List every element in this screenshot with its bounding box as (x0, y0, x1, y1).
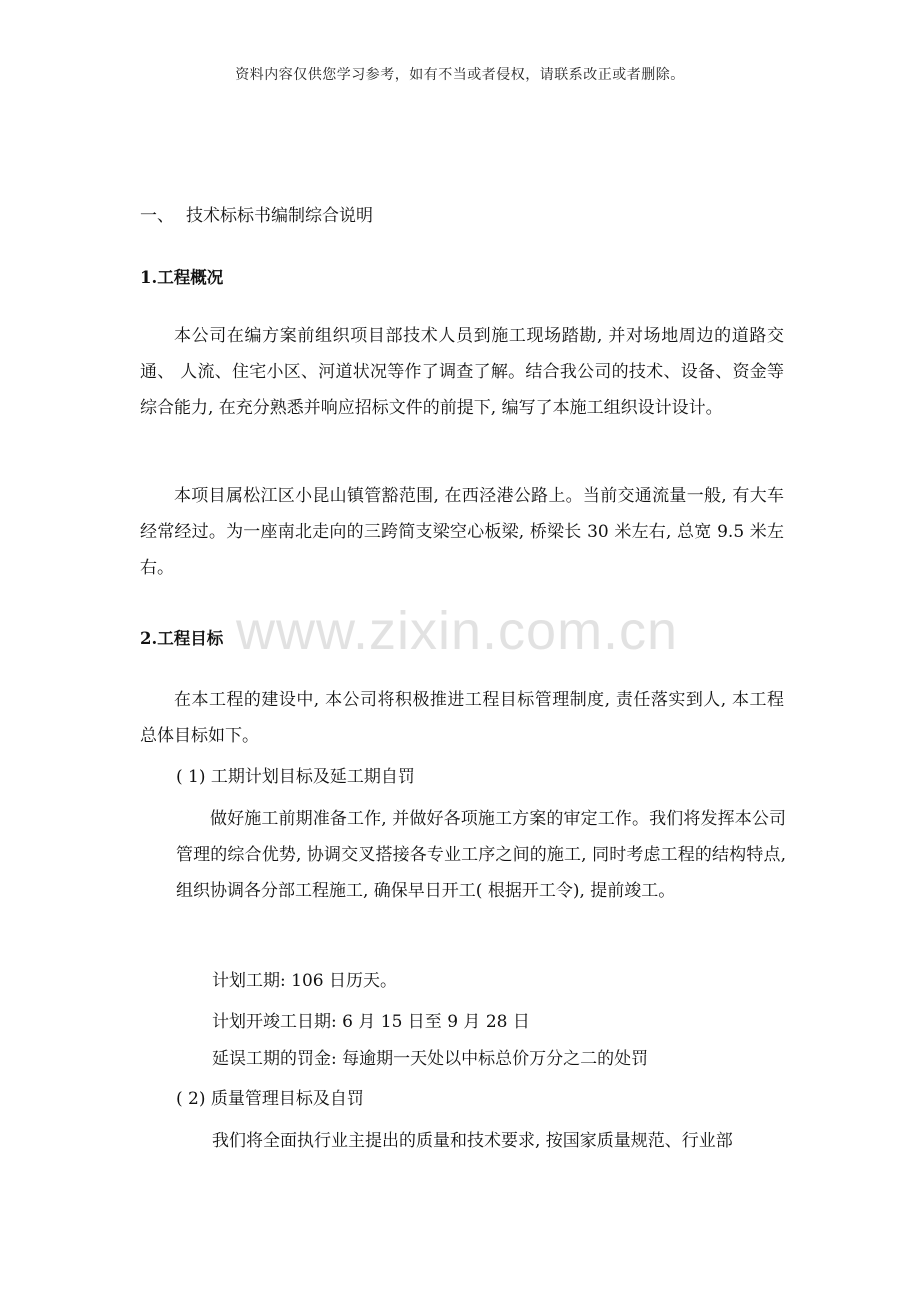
section-number: 一、 (140, 206, 174, 226)
item-1-title: ( 1) 工期计划目标及延工期自罚 (176, 767, 415, 787)
watermark-text: www.zixin.com.cn (236, 601, 679, 661)
paragraph-goals-intro: 在本工程的建设中, 本公司将积极推进工程目标管理制度, 责任落实到人, 本工程总体目标如下。 (140, 690, 784, 746)
item-1-body: 做好施工前期准备工作, 并做好各项施工方案的审定工作。我们将发挥本公司管理的综合优势, 协调交叉搭接各专业工序之间的施工, 同时考虑工程的结构特点, 组织协调各分部工程施工, 确保早日开工( 根据开工令), 提前竣工。 (176, 809, 786, 901)
section-title (140, 204, 373, 229)
plan-duration: 计划工期: 106 日历天。 (212, 971, 397, 991)
heading-project-goals: 2.工程目标 (140, 629, 224, 648)
paragraph-overview-1: 本公司在编方案前组织项目部技术人员到施工现场踏勘, 并对场地周边的道路交通、 人流、住宅小区、河道状况等作了调查了解。结合我公司的技术、设备、资金等综合能力, 在充分熟悉并响应招标文件的前提下, 编写了本施工组织设计设计。 (140, 326, 784, 418)
section-title-text: 技术标标书编制综合说明 (186, 206, 373, 226)
delay-penalty: 延误工期的罚金: 每逾期一天处以中标总价万分之二的处罚 (212, 1049, 649, 1069)
item-2-title: ( 2) 质量管理目标及自罚 (176, 1089, 364, 1109)
item-2-body: 我们将全面执行业主提出的质量和技术要求, 按国家质量规范、行业部 (212, 1131, 733, 1151)
heading-project-overview: 1.工程概况 (140, 268, 224, 287)
disclaimer-header: 资料内容仅供您学习参考，如有不当或者侵权，请联系改正或者删除。 (235, 67, 685, 83)
plan-dates: 计划开竣工日期: 6 月 15 日至 9 月 28 日 (212, 1012, 530, 1032)
paragraph-overview-2: 本项目属松江区小昆山镇管豁范围, 在西泾港公路上。当前交通流量一般, 有大车经常经过。为一座南北走向的三跨简支梁空心板梁, 桥梁长 30 米左右, 总宽 9.5 米左右。 (140, 486, 784, 578)
